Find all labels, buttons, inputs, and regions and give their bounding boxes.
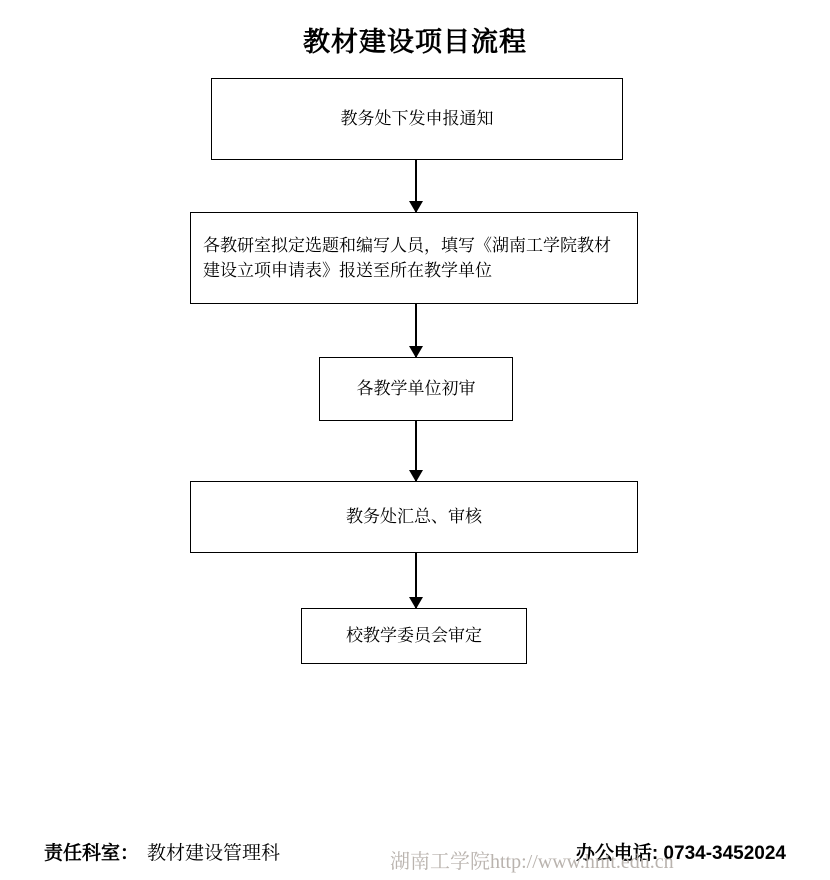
- flow-node-proposal: [190, 212, 638, 304]
- flow-node-text: 各教学单位初审: [356, 379, 476, 399]
- flow-node-unit-review: [319, 357, 513, 421]
- flow-node-committee-approval: [301, 608, 527, 664]
- responsible-department: [44, 838, 280, 865]
- flow-node-text: 校教学委员会审定: [346, 626, 482, 646]
- page-title: 教材建设项目流程: [303, 27, 527, 57]
- arrow-down-icon: [415, 160, 417, 212]
- arrow-down-icon: [415, 304, 417, 357]
- arrow-down-icon: [415, 553, 417, 608]
- responsible-department-label: 责任科室：: [44, 843, 140, 864]
- flow-node-text: 教务处下发申报通知: [340, 109, 494, 129]
- flow-node-text: 教务处汇总、审核: [346, 507, 482, 527]
- office-phone: 办公电话: 0734-3452024: [575, 843, 786, 864]
- footer: [0, 820, 830, 880]
- responsible-department-value: 教材建设管理科: [147, 843, 281, 864]
- flow-node-text: 各教研室拟定选题和编写人员，填写《湖南工学院教材建设立项申请表》报送至所在教学单位: [203, 235, 611, 280]
- flow-node-notice: [211, 78, 623, 160]
- flow-node-office-audit: [190, 481, 638, 553]
- watermark: 湖南工学院http://www.hnit.edu.cn: [390, 851, 674, 873]
- arrow-down-icon: [415, 421, 417, 481]
